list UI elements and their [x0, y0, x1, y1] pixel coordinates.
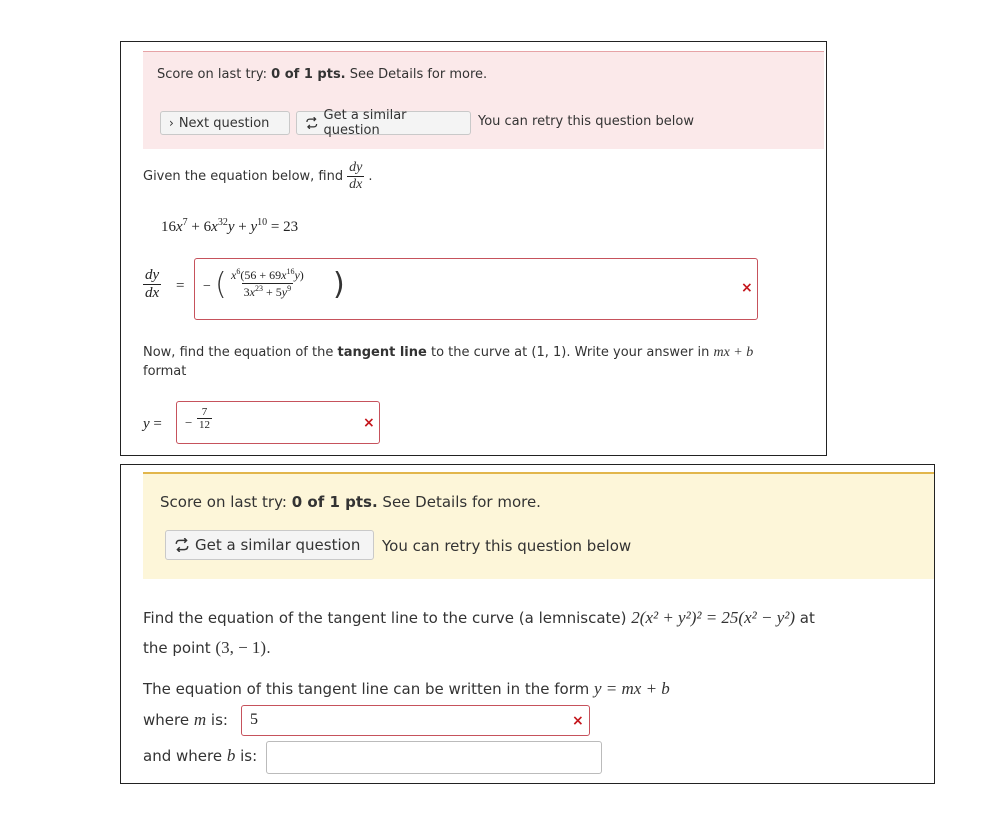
- score-value: 0 of 1 pts.: [291, 493, 378, 511]
- derivative-answer-input[interactable]: − ( $\frac{x^6(56 + 69x^{16}y)}{3x^{23} + 5y^9}$ ) ×: [194, 258, 758, 320]
- similar-question-button[interactable]: [165, 530, 374, 560]
- lemniscate-prompt: Find the equation of the tangent line to the curve (a lemniscate) 2(x² + y²)² = 25(x² − y²) at the point (3, − 1).: [143, 608, 815, 657]
- question-prompt: Given the equation below, find $\frac{dy}{dx}$ .: [143, 160, 373, 192]
- given-equation: $16x^7 + 6x^{32}y + y^{10} = 23$: [161, 217, 299, 235]
- m-value-input[interactable]: 5 ×: [241, 705, 590, 736]
- similar-question-label: Get a similar question: [195, 536, 361, 554]
- score-label: Score on last try:: [157, 67, 268, 82]
- score-text: [157, 67, 487, 82]
- b-value-input[interactable]: [266, 741, 602, 774]
- prompt-text: Given the equation below, find: [143, 169, 344, 184]
- error-x-icon: ×: [741, 280, 753, 296]
- b-label: and where b is:: [143, 746, 258, 765]
- score-value: 0 of 1 pts.: [271, 67, 346, 82]
- score-banner: [143, 472, 934, 579]
- m-label: where m is:: [143, 710, 228, 729]
- tangent-lhs: y =: [143, 416, 162, 432]
- retry-arrows-icon: [174, 538, 190, 552]
- tangent-answer-input[interactable]: − $\frac{7}{12}$ ×: [176, 401, 380, 444]
- left-paren: (: [215, 267, 227, 302]
- score-banner: [143, 51, 824, 149]
- next-question-label: Next question: [178, 115, 270, 131]
- lemniscate-equation: 2(x² + y²)² = 25(x² − y²): [631, 608, 796, 627]
- question-panel-1: [120, 41, 827, 456]
- form-text: The equation of this tangent line can be written in the form y = mx + b: [143, 679, 670, 698]
- question-panel-2: [120, 464, 935, 784]
- similar-question-label: Get a similar question: [323, 108, 407, 138]
- score-text: Score on last try: 0 of 1 pts. See Details for more.: [160, 493, 541, 511]
- similar-question-button[interactable]: [296, 108, 471, 138]
- dydx-fraction: $\frac{dy}{dx}$: [349, 160, 363, 192]
- derivative-fraction: $\frac{x^6(56 + 69x^{16}y)}{3x^{23} + 5y^9}$: [231, 267, 304, 299]
- error-x-icon: ×: [363, 415, 375, 431]
- retry-arrows-icon: [305, 117, 319, 129]
- retry-text: You can retry this question below: [382, 537, 632, 555]
- right-paren: ): [333, 267, 345, 302]
- tangent-fraction: $\frac{7}{12}$: [199, 406, 210, 431]
- retry-text: You can retry this question below: [478, 114, 694, 129]
- next-question-button[interactable]: [160, 111, 290, 135]
- answer-lhs: $\frac{dy}{dx}$: [145, 267, 160, 301]
- equals-sign: =: [176, 278, 185, 294]
- error-x-icon: ×: [572, 713, 584, 729]
- tangent-prompt: Now, find the equation of the tangent line to the curve at (1, 1). Write your answer in mx + b format: [143, 345, 754, 379]
- chevron-right-icon: ›: [169, 116, 174, 130]
- point-coordinates: (3, − 1): [215, 638, 267, 657]
- score-details: See Details for more.: [349, 67, 488, 82]
